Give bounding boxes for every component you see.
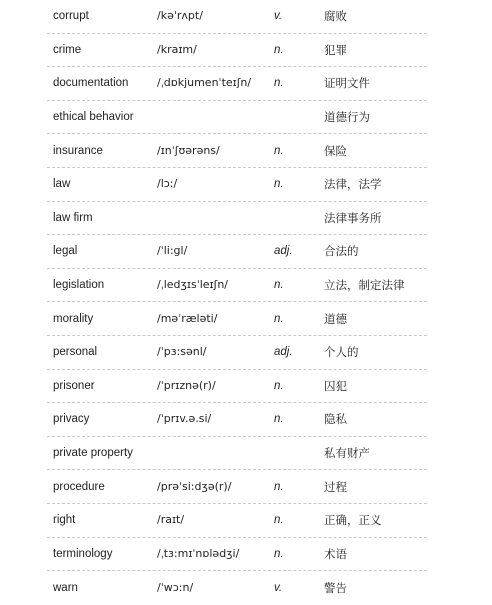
vocabulary-row	[47, 134, 427, 168]
chinese-meaning: 合法的	[324, 244, 359, 259]
phonetic-transcription: /ˈpɜ:sənl/	[157, 345, 207, 359]
vocabulary-row	[47, 269, 427, 303]
term-word: prisoner	[53, 379, 95, 392]
phonetic-transcription: /kraɪm/	[157, 42, 197, 56]
vocabulary-row	[47, 67, 427, 101]
chinese-meaning: 立法，制定法律	[324, 278, 405, 293]
phonetic-transcription: /ˈwɔ:n/	[157, 580, 194, 594]
vocabulary-row	[47, 0, 427, 34]
phonetic-transcription: /ˌledʒɪsˈleɪʃn/	[157, 278, 229, 292]
phonetic-transcription: /ˈli:gl/	[157, 244, 188, 258]
term-word: legislation	[53, 279, 105, 292]
term-word: right	[53, 514, 76, 527]
phonetic-transcription: /raɪt/	[157, 513, 185, 527]
term-word: privacy	[53, 413, 90, 426]
term-word: insurance	[53, 144, 103, 157]
chinese-meaning: 正确，正义	[324, 513, 382, 528]
chinese-meaning: 警告	[324, 580, 347, 595]
chinese-meaning: 隐私	[324, 412, 347, 427]
chinese-meaning: 道德	[324, 311, 347, 326]
vocabulary-row	[47, 336, 427, 370]
chinese-meaning: 法律事务所	[324, 210, 382, 225]
chinese-meaning: 法律，法学	[324, 177, 382, 192]
term-word: documentation	[53, 77, 129, 90]
part-of-speech: n.	[274, 144, 284, 157]
vocabulary-row	[47, 235, 427, 269]
part-of-speech: v.	[274, 581, 283, 594]
term-word: private property	[53, 447, 133, 460]
phonetic-transcription: /kəˈrʌpt/	[157, 9, 203, 23]
part-of-speech: n.	[274, 379, 284, 392]
phonetic-transcription: /ˈprɪznə(r)/	[157, 378, 216, 392]
term-word: law firm	[53, 211, 93, 224]
term-word: procedure	[53, 480, 105, 493]
vocabulary-row	[47, 538, 427, 572]
part-of-speech: n.	[274, 77, 284, 90]
chinese-meaning: 道德行为	[324, 110, 370, 125]
part-of-speech: n.	[274, 43, 284, 56]
part-of-speech: n.	[274, 312, 284, 325]
chinese-meaning: 保险	[324, 143, 347, 158]
vocabulary-row	[47, 101, 427, 135]
part-of-speech: n.	[274, 413, 284, 426]
vocabulary-row	[47, 571, 427, 605]
vocabulary-row	[47, 504, 427, 538]
term-word: ethical behavior	[53, 111, 134, 124]
vocabulary-table	[47, 0, 427, 605]
term-word: legal	[53, 245, 78, 258]
term-word: crime	[53, 43, 82, 56]
chinese-meaning: 术语	[324, 546, 347, 561]
phonetic-transcription: /ˈprɪv.ə.si/	[157, 412, 212, 426]
chinese-meaning: 囚犯	[324, 378, 347, 393]
term-word: terminology	[53, 547, 113, 560]
phonetic-transcription: /lɔ:/	[157, 177, 178, 191]
part-of-speech: n.	[274, 178, 284, 191]
vocabulary-row	[47, 34, 427, 68]
vocabulary-row	[47, 437, 427, 471]
vocabulary-row	[47, 168, 427, 202]
part-of-speech: adj.	[274, 346, 293, 359]
chinese-meaning: 私有财产	[324, 446, 370, 461]
phonetic-transcription: /ɪnˈʃʊərəns/	[157, 143, 220, 157]
phonetic-transcription: /məˈræləti/	[157, 311, 218, 325]
chinese-meaning: 个人的	[324, 345, 359, 360]
chinese-meaning: 腐败	[324, 9, 347, 24]
term-word: morality	[53, 312, 94, 325]
vocabulary-row	[47, 370, 427, 404]
part-of-speech: v.	[274, 10, 283, 23]
chinese-meaning: 犯罪	[324, 42, 347, 57]
vocabulary-row	[47, 470, 427, 504]
chinese-meaning: 证明文件	[324, 76, 370, 91]
term-word: corrupt	[53, 10, 89, 23]
phonetic-transcription: /ˌtɜ:mɪˈnɒlədʒi/	[157, 546, 240, 560]
vocabulary-row	[47, 403, 427, 437]
vocabulary-row	[47, 202, 427, 236]
part-of-speech: n.	[274, 547, 284, 560]
term-word: law	[53, 178, 71, 191]
term-word: personal	[53, 346, 98, 359]
part-of-speech: n.	[274, 514, 284, 527]
part-of-speech: n.	[274, 480, 284, 493]
vocabulary-row	[47, 302, 427, 336]
term-word: warn	[53, 581, 78, 594]
part-of-speech: adj.	[274, 245, 293, 258]
chinese-meaning: 过程	[324, 479, 347, 494]
part-of-speech: n.	[274, 279, 284, 292]
phonetic-transcription: /prəˈsi:dʒə(r)/	[157, 479, 232, 493]
phonetic-transcription: /ˌdɒkjumenˈteɪʃn/	[157, 76, 252, 90]
